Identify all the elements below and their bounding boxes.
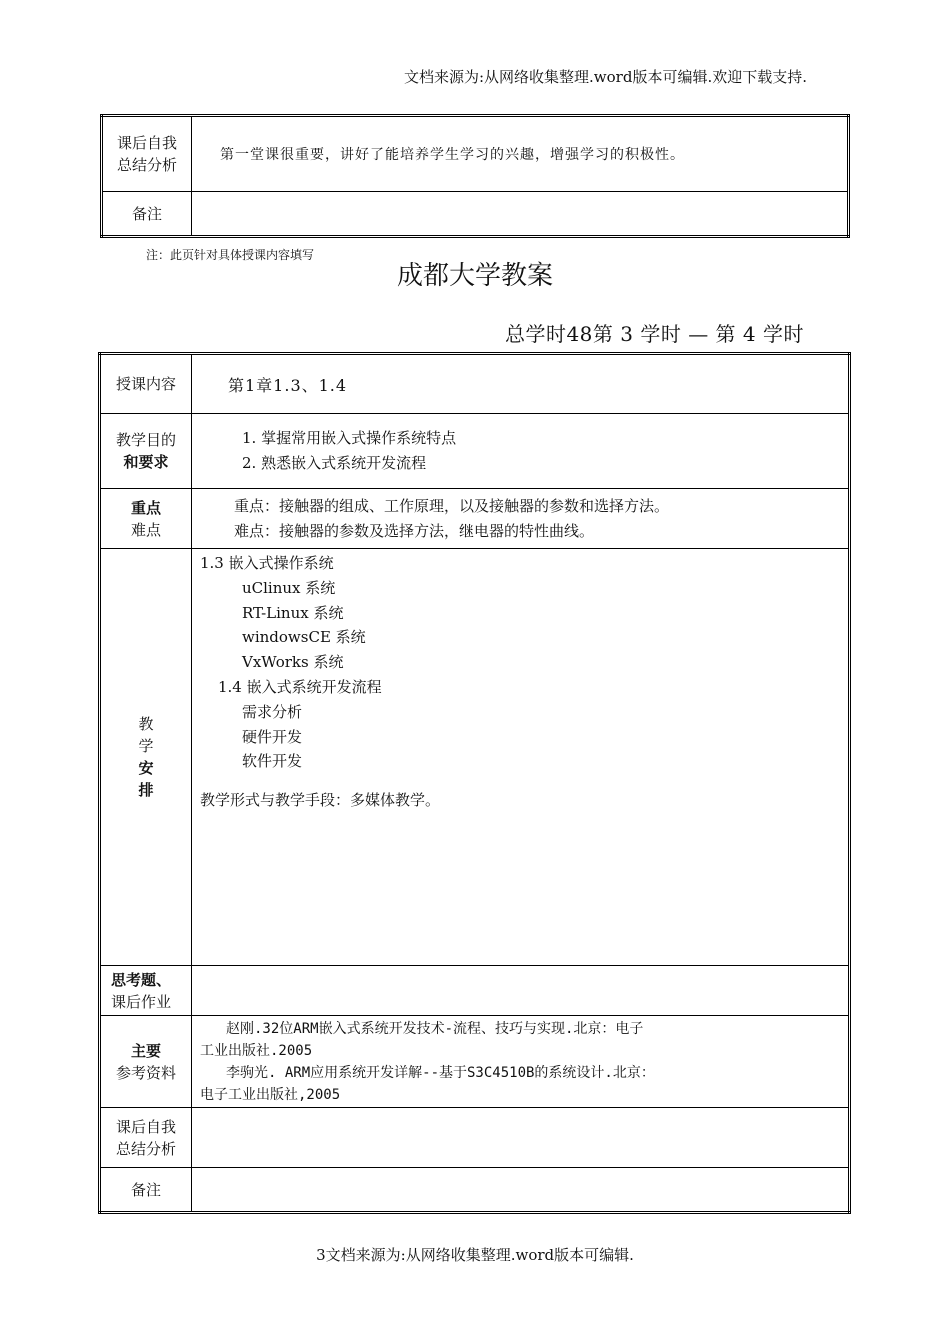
- goal-item: 1. 掌握常用嵌入式操作系统特点: [242, 429, 457, 447]
- previous-summary-table: [100, 114, 850, 238]
- section-heading: 1.4 嵌入式系统开发流程: [218, 677, 382, 696]
- list-item: 硬件开发: [242, 727, 303, 746]
- goals-cell: [192, 414, 850, 489]
- section-heading: 1.3 嵌入式操作系统: [200, 554, 334, 572]
- difficult-point: 难点：接触器的参数及选择方法，继电器的特性曲线。: [234, 521, 595, 540]
- list-item: 软件开发: [242, 752, 303, 771]
- reference-line: 电子工业出版社,2005: [200, 1086, 341, 1103]
- list-item: 需求分析: [242, 702, 303, 721]
- teaching-method: 教学形式与教学手段：多媒体教学。: [200, 791, 441, 810]
- key-point: 重点：接触器的组成、工作原理，以及接触器的参数和选择方法。: [234, 496, 670, 515]
- summary-label: 课后自我 总结分析: [102, 116, 192, 192]
- list-item: uClinux 系统: [242, 578, 336, 597]
- page-title: 成都大学教案: [396, 261, 553, 291]
- list-item: RT-Linux 系统: [242, 603, 344, 622]
- remarks-label: 备注: [102, 192, 192, 237]
- lesson-plan-table: [98, 352, 851, 1214]
- key-label: 重点 难点: [100, 489, 192, 549]
- refs-label: 主要 参考资料: [100, 1016, 192, 1108]
- remarks-label: 备注: [100, 1168, 192, 1213]
- content-value: 第1章1.3、1.4: [192, 354, 850, 414]
- page-fill-note: 注：此页针对具体授课内容填写: [146, 248, 315, 262]
- homework-label: 思考题、 课后作业: [100, 966, 192, 1016]
- list-item: windowsCE 系统: [242, 628, 366, 647]
- key-cell: [192, 489, 850, 549]
- arrangement-label: 教 学 安 排: [100, 549, 192, 966]
- refs-cell: [192, 1016, 850, 1108]
- remarks-cell: [192, 192, 849, 237]
- homework-cell: [192, 966, 850, 1016]
- list-item: VxWorks 系统: [242, 653, 344, 672]
- header-source-note: 文档来源为:从网络收集整理.word版本可编辑.欢迎下载支持.: [403, 68, 807, 86]
- reference-line: 工业出版社.2005: [200, 1042, 313, 1059]
- footer-source-note: 3文档来源为:从网络收集整理.word版本可编辑.: [316, 1246, 634, 1264]
- goal-label: 教学目的 和要求: [100, 414, 192, 489]
- reference-line: 赵刚.32位ARM嵌入式系统开发技术-流程、技巧与实现.北京：电子: [226, 1020, 644, 1037]
- summary-cell: [192, 1108, 850, 1168]
- content-label: 授课内容: [100, 354, 192, 414]
- remarks-cell: [192, 1168, 850, 1213]
- reference-line: 李驹光. ARM应用系统开发详解--基于S3C4510B的系统设计.北京：: [226, 1064, 655, 1081]
- summary-label: 课后自我 总结分析: [100, 1108, 192, 1168]
- summary-text: 第一堂课很重要，讲好了能培养学生学习的兴趣，增强学习的积极性。: [192, 116, 849, 192]
- arrangement-cell: [192, 549, 850, 966]
- goal-item: 2. 熟悉嵌入式系统开发流程: [242, 454, 427, 472]
- hours-line: 总学时48第 3 学时 — 第 4 学时: [504, 322, 804, 346]
